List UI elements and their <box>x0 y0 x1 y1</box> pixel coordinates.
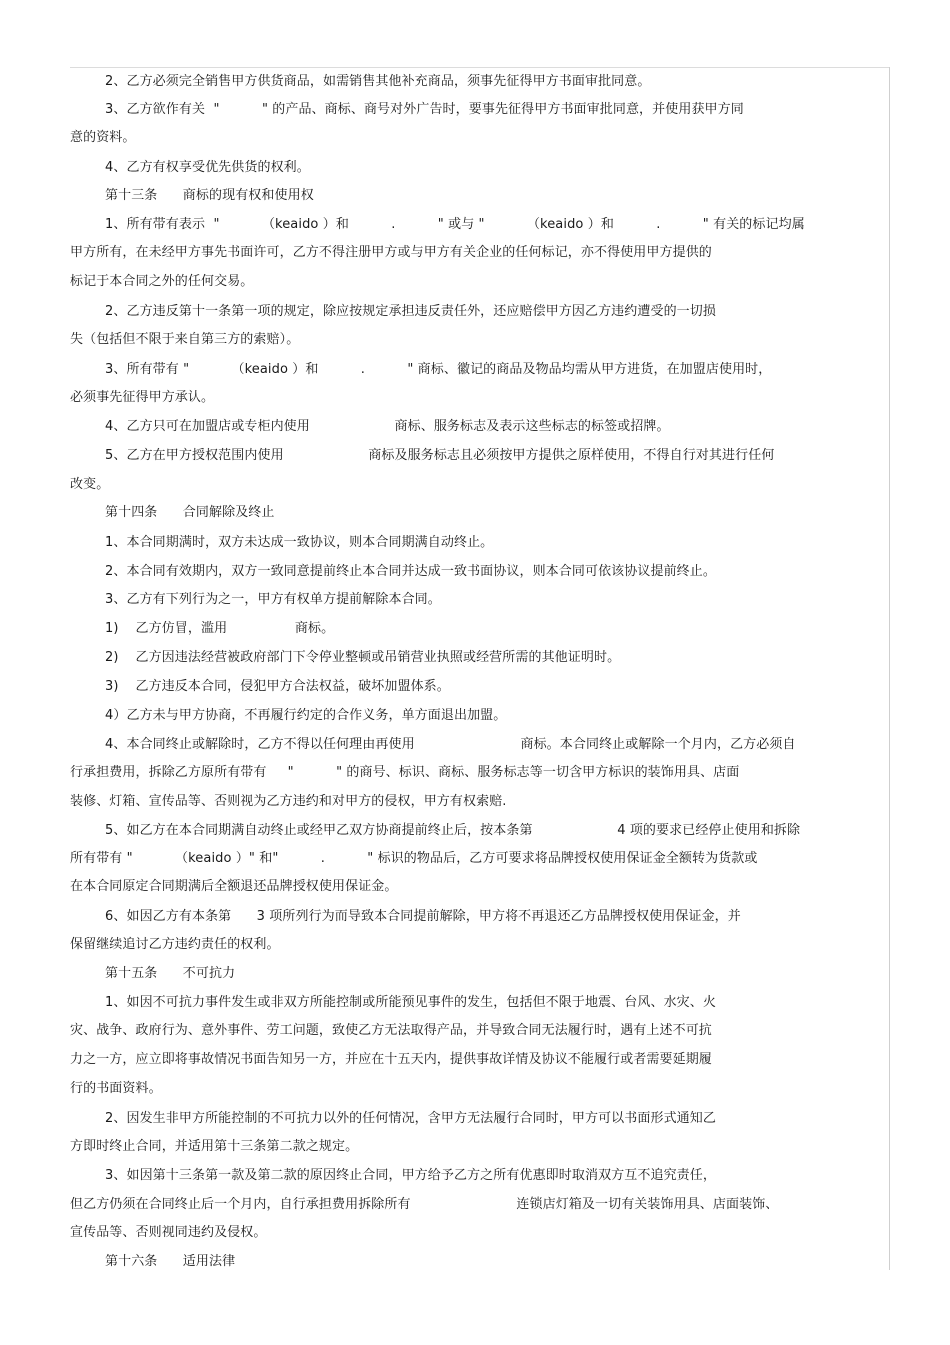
text-line: 必须事先征得甲方承认。 <box>70 390 215 405</box>
text-line: 3、如因第十三条第一款及第二款的原因终止合同，甲方给予乙方之所有优惠即时取消双方互不追究责任， <box>105 1168 716 1183</box>
page-top-border <box>70 67 890 68</box>
text-line: 意的资料。 <box>70 130 136 145</box>
text-line: 5、乙方在甲方授权范围内使用 商标及服务标志且必须按甲方提供之原样使用，不得自行对其进行任何 <box>105 448 775 463</box>
text-line: 在本合同原定合同期满后全额退还品牌授权使用保证金。 <box>70 879 398 894</box>
text-line: 2、本合同有效期内，双方一致同意提前终止本合同并达成一致书面协议，则本合同可依该协议提前终止。 <box>105 564 716 579</box>
text-line: 甲方所有，在未经甲方事先书面许可，乙方不得注册甲方或与甲方有关企业的任何标记，亦不得使用甲方提供的 <box>70 245 712 260</box>
text-line: 保留继续追讨乙方违约责任的权利。 <box>70 937 280 952</box>
text-line: 3) 乙方违反本合同，侵犯甲方合法权益，破坏加盟体系。 <box>105 679 450 694</box>
text-line: 装修、灯箱、宣传品等、否则视为乙方违约和对甲方的侵权，甲方有权索赔. <box>70 794 507 809</box>
text-line: 但乙方仍须在合同终止后一个月内，自行承担费用拆除所有 连锁店灯箱及一切有关装饰用具、店面装饰、 <box>70 1197 779 1212</box>
text-line: 2、乙方必须完全销售甲方供货商品，如需销售其他补充商品，须事先征得甲方书面审批同意。 <box>105 74 651 89</box>
text-line: 行承担费用，拆除乙方原所有带有 " " 的商号、标识、商标、服务标志等一切含甲方标识的装饰用具、店面 <box>70 765 740 780</box>
text-line: 6、如因乙方有本条第 3 项所列行为而导致本合同提前解除，甲方将不再退还乙方品牌授权使用保证金，并 <box>105 909 741 924</box>
text-line: 3、所有带有 " （keaido ）和 . " 商标、徽记的商品及物品均需从甲方进货，在加盟店使用时， <box>105 362 772 377</box>
text-line: 宣传品等、否则视同违约及侵权。 <box>70 1225 267 1240</box>
text-line: 所有带有 " （keaido ）" 和" . " 标识的物品后，乙方可要求将品牌授权使用保证金全额转为货款或 <box>70 851 758 866</box>
text-line: 1、本合同期满时，双方未达成一致协议，则本合同期满自动终止。 <box>105 535 494 550</box>
text-line: 方即时终止合同，并适用第十三条第二款之规定。 <box>70 1139 359 1154</box>
article-heading: 第十四条 合同解除及终止 <box>105 505 275 520</box>
text-line: 改变。 <box>70 477 110 492</box>
text-line: 4、本合同终止或解除时，乙方不得以任何理由再使用 商标。本合同终止或解除一个月内，乙方必须自 <box>105 737 796 752</box>
text-line: 1、如因不可抗力事件发生或非双方所能控制或所能预见事件的发生，包括但不限于地震、台风、水灾、火 <box>105 995 716 1010</box>
text-line: 灾、战争、政府行为、意外事件、劳工问题，致使乙方无法取得产品，并导致合同无法履行时，遇有上述不可抗 <box>70 1023 712 1038</box>
article-heading: 第十三条 商标的现有权和使用权 <box>105 188 314 203</box>
text-line: 3、乙方有下列行为之一，甲方有权单方提前解除本合同。 <box>105 592 441 607</box>
text-line: 2) 乙方因违法经营被政府部门下令停业整顿或吊销营业执照或经营所需的其他证明时。 <box>105 650 621 665</box>
text-line: 3、乙方欲作有关 " " 的产品、商标、商号对外广告时，要事先征得甲方书面审批同意，并使用获甲方同 <box>105 102 744 117</box>
text-line: 5、如乙方在本合同期满自动终止或经甲乙双方协商提前终止后，按本条第 4 项的要求已经停止使用和拆除 <box>105 823 801 838</box>
text-line: 失（包括但不限于来自第三方的索赔）。 <box>70 332 300 347</box>
text-line: 力之一方，应立即将事故情况书面告知另一方，并应在十五天内，提供事故详情及协议不能履行或者需要延期履 <box>70 1052 712 1067</box>
text-line: 标记于本合同之外的任何交易。 <box>70 274 254 289</box>
text-line: 1) 乙方仿冒，滥用 商标。 <box>105 621 335 636</box>
text-line: 2、乙方违反第十一条第一项的规定，除应按规定承担违反责任外，还应赔偿甲方因乙方违约遭受的一切损 <box>105 304 716 319</box>
text-line: 4）乙方未与甲方协商，不再履行约定的合作义务，单方面退出加盟。 <box>105 708 507 723</box>
text-line: 行的书面资料。 <box>70 1081 162 1096</box>
article-heading: 第十五条 不可抗力 <box>105 966 236 981</box>
text-line: 4、乙方有权享受优先供货的权利。 <box>105 160 310 175</box>
text-line: 1、所有带有表示 " （keaido ）和 . " 或与 " （keaido ）和 . " 有关的标记均属 <box>105 217 805 232</box>
article-heading: 第十六条 适用法律 <box>105 1254 236 1269</box>
text-line: 4、乙方只可在加盟店或专柜内使用 商标、服务标志及表示这些标志的标签或招牌。 <box>105 419 670 434</box>
text-line: 2、因发生非甲方所能控制的不可抗力以外的任何情况，含甲方无法履行合同时，甲方可以书面形式通知乙 <box>105 1111 716 1126</box>
page-right-border <box>889 67 890 1270</box>
